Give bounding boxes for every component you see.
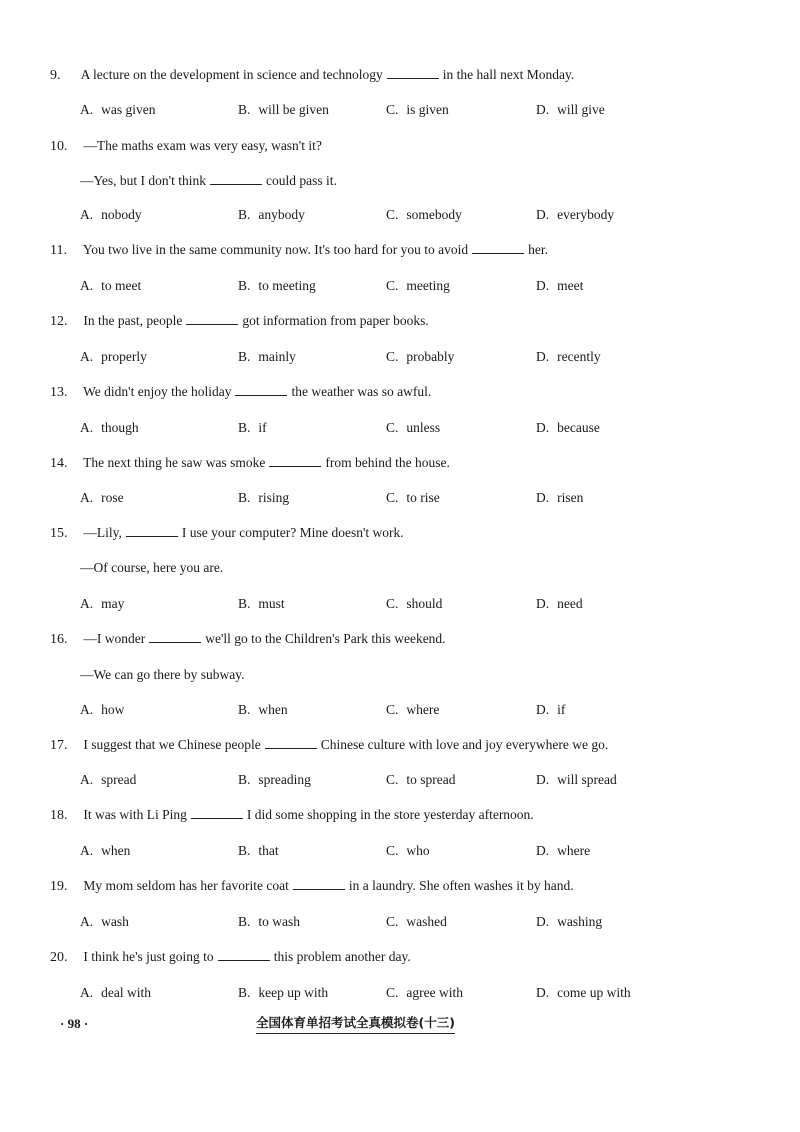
option-text: when xyxy=(101,843,131,858)
question-stem-before: —I wonder xyxy=(83,631,146,646)
option-letter: D. xyxy=(536,843,550,858)
option-text: to meet xyxy=(101,278,142,293)
option-text: when xyxy=(258,702,288,717)
option-text: unless xyxy=(406,420,441,435)
option-c xyxy=(386,277,450,295)
question-stem-after: I did some shopping in the store yesterday afternoon. xyxy=(246,807,534,822)
option-letter: D. xyxy=(536,702,550,717)
option-text: to meeting xyxy=(258,278,316,293)
option-c xyxy=(386,701,439,719)
option-b xyxy=(238,842,279,860)
option-text: was given xyxy=(101,102,156,117)
option-letter: C. xyxy=(386,420,399,435)
option-letter: C. xyxy=(386,349,399,364)
option-letter: A. xyxy=(80,772,94,787)
option-text: meeting xyxy=(406,278,450,293)
option-letter: A. xyxy=(80,102,94,117)
question-stem-after: I use your computer? Mine doesn't work. xyxy=(181,525,404,540)
option-letter: B. xyxy=(238,490,251,505)
option-d xyxy=(536,206,614,224)
option-a xyxy=(80,771,136,789)
option-d xyxy=(536,348,601,366)
option-text: if xyxy=(258,420,267,435)
question-stem-after: got information from paper books. xyxy=(242,313,429,328)
option-d xyxy=(536,277,583,295)
option-b xyxy=(238,913,300,931)
option-c xyxy=(386,419,440,437)
option-letter: A. xyxy=(80,843,94,858)
option-c xyxy=(386,101,449,119)
question-stem-before: It was with Li Ping xyxy=(83,807,187,822)
question-stem-after: from behind the house. xyxy=(325,455,450,470)
question-stem-after: her. xyxy=(528,242,549,257)
question-number: 15. xyxy=(50,526,68,541)
reply-text: —We can go there by subway. xyxy=(80,667,245,682)
option-a xyxy=(80,701,124,719)
option-text: if xyxy=(557,702,566,717)
question-stem-after: in the hall next Monday. xyxy=(442,67,575,82)
option-text: who xyxy=(406,843,430,858)
option-text: washing xyxy=(557,914,603,929)
option-text: must xyxy=(258,596,285,611)
question-stem-after: in a laundry. She often washes it by hand. xyxy=(348,878,574,893)
option-letter: B. xyxy=(238,596,251,611)
option-c xyxy=(386,771,456,789)
option-d xyxy=(536,489,583,507)
option-text: nobody xyxy=(101,207,142,222)
option-letter: C. xyxy=(386,843,399,858)
answer-blank xyxy=(387,66,439,79)
question-number: 12. xyxy=(50,314,68,329)
option-letter: A. xyxy=(80,702,94,717)
option-c xyxy=(386,595,442,613)
question-number: 10. xyxy=(50,139,68,154)
option-text: is given xyxy=(406,102,449,117)
option-letter: A. xyxy=(80,420,94,435)
option-c xyxy=(386,348,454,366)
option-d xyxy=(536,913,602,931)
question-stem-before: I think he's just going to xyxy=(83,949,214,964)
question-stem-before: I suggest that we Chinese people xyxy=(83,737,261,752)
question-stem: —The maths exam was very easy, wasn't it? xyxy=(83,138,322,153)
option-d xyxy=(536,771,617,789)
option-b xyxy=(238,419,267,437)
option-letter: B. xyxy=(238,102,251,117)
question-number: 19. xyxy=(50,879,68,894)
option-letter: C. xyxy=(386,490,399,505)
option-a xyxy=(80,595,124,613)
question-number: 14. xyxy=(50,456,68,471)
question-number: 11. xyxy=(50,243,67,258)
option-text: agree with xyxy=(406,985,463,1000)
option-text: somebody xyxy=(406,207,462,222)
option-letter: D. xyxy=(536,278,550,293)
option-letter: B. xyxy=(238,349,251,364)
option-letter: B. xyxy=(238,985,251,1000)
question-stem-before: My mom seldom has her favorite coat xyxy=(83,878,289,893)
question-stem-before: We didn't enjoy the holiday xyxy=(83,384,232,399)
option-a xyxy=(80,101,156,119)
option-text: to spread xyxy=(406,772,456,787)
option-b xyxy=(238,101,329,119)
option-letter: B. xyxy=(238,420,251,435)
option-d xyxy=(536,701,565,719)
question-number: 13. xyxy=(50,385,68,400)
option-text: recently xyxy=(557,349,601,364)
option-text: come up with xyxy=(557,985,631,1000)
question-stem-after: this problem another day. xyxy=(273,949,411,964)
answer-blank xyxy=(235,383,287,396)
option-text: keep up with xyxy=(258,985,329,1000)
answer-blank xyxy=(210,172,262,185)
question-number: 16. xyxy=(50,632,68,647)
option-letter: A. xyxy=(80,278,94,293)
answer-blank xyxy=(269,454,321,467)
option-text: wash xyxy=(101,914,129,929)
question-stem-after: the weather was so awful. xyxy=(291,384,432,399)
question-stem-after: Chinese culture with love and joy everywhere we go. xyxy=(320,737,609,752)
option-c xyxy=(386,206,462,224)
option-text: will give xyxy=(557,102,605,117)
question-number: 18. xyxy=(50,808,68,823)
option-d xyxy=(536,419,600,437)
option-a xyxy=(80,489,124,507)
option-c xyxy=(386,489,440,507)
option-a xyxy=(80,842,130,860)
question-stem-before: In the past, people xyxy=(83,313,183,328)
option-letter: A. xyxy=(80,490,94,505)
option-text: will be given xyxy=(258,102,329,117)
option-letter: D. xyxy=(536,420,550,435)
option-letter: D. xyxy=(536,349,550,364)
option-d xyxy=(536,984,631,1002)
option-text: where xyxy=(406,702,440,717)
option-text: where xyxy=(557,843,591,858)
answer-blank xyxy=(265,736,317,749)
option-letter: A. xyxy=(80,207,94,222)
option-c xyxy=(386,984,463,1002)
option-text: to rise xyxy=(406,490,440,505)
option-letter: D. xyxy=(536,596,550,611)
option-b xyxy=(238,348,296,366)
option-text: probably xyxy=(406,349,455,364)
option-letter: A. xyxy=(80,349,94,364)
option-letter: B. xyxy=(238,914,251,929)
option-letter: C. xyxy=(386,278,399,293)
option-letter: C. xyxy=(386,702,399,717)
option-a xyxy=(80,206,142,224)
option-letter: D. xyxy=(536,490,550,505)
reply-after: could pass it. xyxy=(265,173,337,188)
option-a xyxy=(80,913,129,931)
option-b xyxy=(238,701,288,719)
option-a xyxy=(80,984,151,1002)
answer-blank xyxy=(218,948,270,961)
option-b xyxy=(238,771,311,789)
option-letter: D. xyxy=(536,985,550,1000)
answer-blank xyxy=(293,877,345,890)
option-text: should xyxy=(406,596,443,611)
option-text: how xyxy=(101,702,125,717)
answer-blank xyxy=(126,524,178,537)
answer-blank xyxy=(472,241,524,254)
option-letter: B. xyxy=(238,207,251,222)
option-letter: A. xyxy=(80,985,94,1000)
question-number: 17. xyxy=(50,738,68,753)
option-text: because xyxy=(557,420,600,435)
footer-title: 全国体育单招考试全真模拟卷(十三) xyxy=(256,1013,455,1034)
option-b xyxy=(238,206,305,224)
option-letter: C. xyxy=(386,772,399,787)
option-letter: C. xyxy=(386,596,399,611)
option-d xyxy=(536,101,605,119)
option-text: anybody xyxy=(258,207,305,222)
page-number: · 98 · xyxy=(60,1016,89,1031)
option-letter: D. xyxy=(536,207,550,222)
answer-blank xyxy=(191,806,243,819)
option-b xyxy=(238,277,316,295)
option-text: spreading xyxy=(258,772,311,787)
option-letter: C. xyxy=(386,914,399,929)
option-text: though xyxy=(101,420,139,435)
option-b xyxy=(238,984,328,1002)
answer-blank xyxy=(186,312,238,325)
option-letter: B. xyxy=(238,772,251,787)
option-d xyxy=(536,842,590,860)
option-letter: A. xyxy=(80,596,94,611)
option-text: deal with xyxy=(101,985,151,1000)
option-b xyxy=(238,489,289,507)
option-a xyxy=(80,348,147,366)
question-stem-before: The next thing he saw was smoke xyxy=(83,455,266,470)
option-letter: A. xyxy=(80,914,94,929)
option-b xyxy=(238,595,285,613)
option-text: properly xyxy=(101,349,147,364)
option-text: rising xyxy=(258,490,290,505)
option-letter: C. xyxy=(386,207,399,222)
option-letter: D. xyxy=(536,772,550,787)
option-letter: C. xyxy=(386,102,399,117)
answer-blank xyxy=(149,630,201,643)
option-c xyxy=(386,842,430,860)
option-a xyxy=(80,419,139,437)
option-text: will spread xyxy=(557,772,617,787)
reply-text: —Of course, here you are. xyxy=(80,560,224,575)
option-text: everybody xyxy=(557,207,615,222)
option-text: rose xyxy=(101,490,124,505)
option-d xyxy=(536,595,583,613)
option-text: meet xyxy=(557,278,584,293)
question-stem-before: You two live in the same community now. It's too hard for you to avoid xyxy=(82,242,469,257)
option-text: need xyxy=(557,596,583,611)
option-c xyxy=(386,913,447,931)
option-text: spread xyxy=(101,772,137,787)
question-number: 9. xyxy=(50,68,61,83)
question-number: 20. xyxy=(50,950,68,965)
question-stem-after: we'll go to the Children's Park this weekend. xyxy=(205,631,446,646)
question-stem-before: —Lily, xyxy=(83,525,122,540)
option-letter: B. xyxy=(238,702,251,717)
option-text: to wash xyxy=(258,914,301,929)
option-text: washed xyxy=(406,914,447,929)
option-letter: C. xyxy=(386,985,399,1000)
option-text: risen xyxy=(557,490,584,505)
option-text: mainly xyxy=(258,349,296,364)
option-text: may xyxy=(101,596,125,611)
option-text: that xyxy=(258,843,279,858)
option-letter: D. xyxy=(536,102,550,117)
reply-before: —Yes, but I don't think xyxy=(80,173,206,188)
option-letter: B. xyxy=(238,278,251,293)
question-stem-before: A lecture on the development in science and technology xyxy=(80,67,383,82)
option-letter: B. xyxy=(238,843,251,858)
option-letter: D. xyxy=(536,914,550,929)
option-a xyxy=(80,277,141,295)
